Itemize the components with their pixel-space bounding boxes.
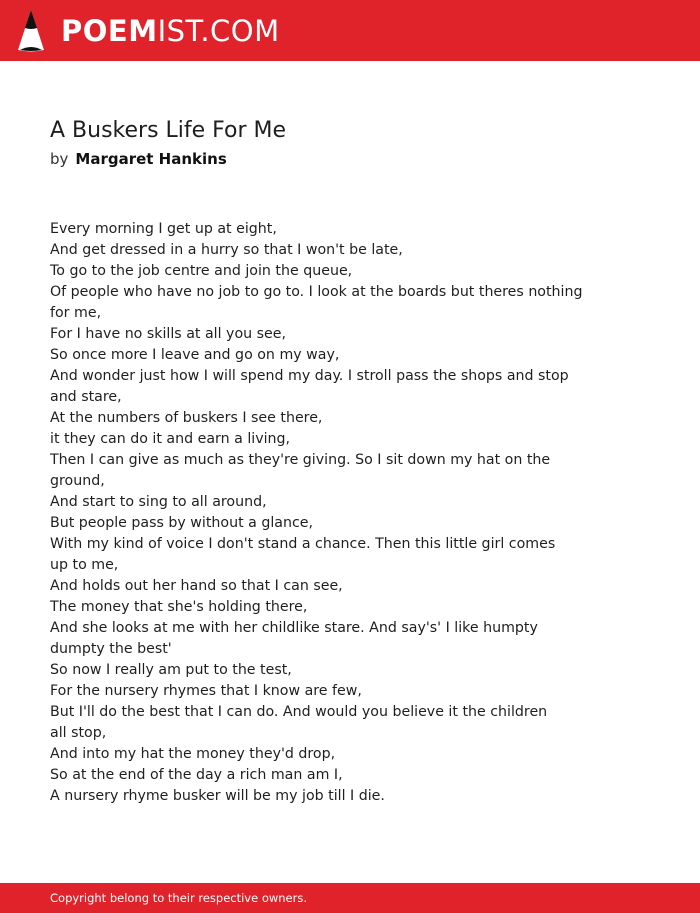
brand-name (61, 9, 280, 53)
poem-line: But I'll do the best that I can do. And would you believe it the children (50, 704, 548, 720)
poem-line: And holds out her hand so that I can see, (50, 578, 343, 594)
brand-name-bold: POEM (61, 14, 158, 48)
poem-line: And she looks at me with her childlike stare. And say's' I like humpty (50, 620, 538, 636)
poem-line: With my kind of voice I don't stand a chance. Then this little girl comes (50, 536, 556, 552)
poem-line: But people pass by without a glance, (50, 515, 314, 531)
poem-line: dumpty the best' (50, 641, 172, 657)
poem-line: And get dressed in a hurry so that I won't be late, (50, 242, 403, 258)
copyright-text: Copyright belong to their respective owners. (50, 891, 308, 905)
poem-line: Of people who have no job to go to. I look at the boards but theres nothing (50, 284, 583, 300)
poem-line: ground, (50, 473, 105, 489)
brand-name-light: IST.COM (157, 14, 280, 48)
poem-line: And wonder just how I will spend my day. I stroll pass the shops and stop (50, 368, 569, 384)
site-logo[interactable] (17, 9, 280, 53)
poem-body (50, 219, 583, 807)
pencil-tip-icon (17, 9, 45, 53)
poem-line: up to me, (50, 557, 119, 573)
poem-line: all stop, (50, 725, 107, 741)
by-label: by (50, 150, 69, 168)
poem-line: So at the end of the day a rich man am I, (50, 767, 343, 783)
poem-line: So once more I leave and go on my way, (50, 347, 340, 363)
poem-line: At the numbers of buskers I see there, (50, 410, 323, 426)
poem-line: for me, (50, 305, 102, 321)
poem-line: And into my hat the money they'd drop, (50, 746, 336, 762)
footer-bar (0, 883, 700, 913)
author-name: Margaret Hankins (75, 150, 227, 168)
byline (50, 149, 227, 169)
header-bar (0, 0, 700, 61)
poem-line: Then I can give as much as they're giving. So I sit down my hat on the (50, 452, 551, 468)
poem-line: And start to sing to all around, (50, 494, 267, 510)
poem-line: So now I really am put to the test, (50, 662, 292, 678)
poem-line: For the nursery rhymes that I know are few, (50, 683, 362, 699)
poem-line: To go to the job centre and join the queue, (50, 263, 353, 279)
poem-title: A Buskers Life For Me (50, 118, 287, 143)
poem-line: The money that she's holding there, (50, 599, 308, 615)
poem-line: Every morning I get up at eight, (50, 221, 277, 237)
poem-line: For I have no skills at all you see, (50, 326, 286, 342)
poem-line: A nursery rhyme busker will be my job till I die. (50, 788, 385, 804)
poem-line: and stare, (50, 389, 122, 405)
poem-line: it they can do it and earn a living, (50, 431, 291, 447)
